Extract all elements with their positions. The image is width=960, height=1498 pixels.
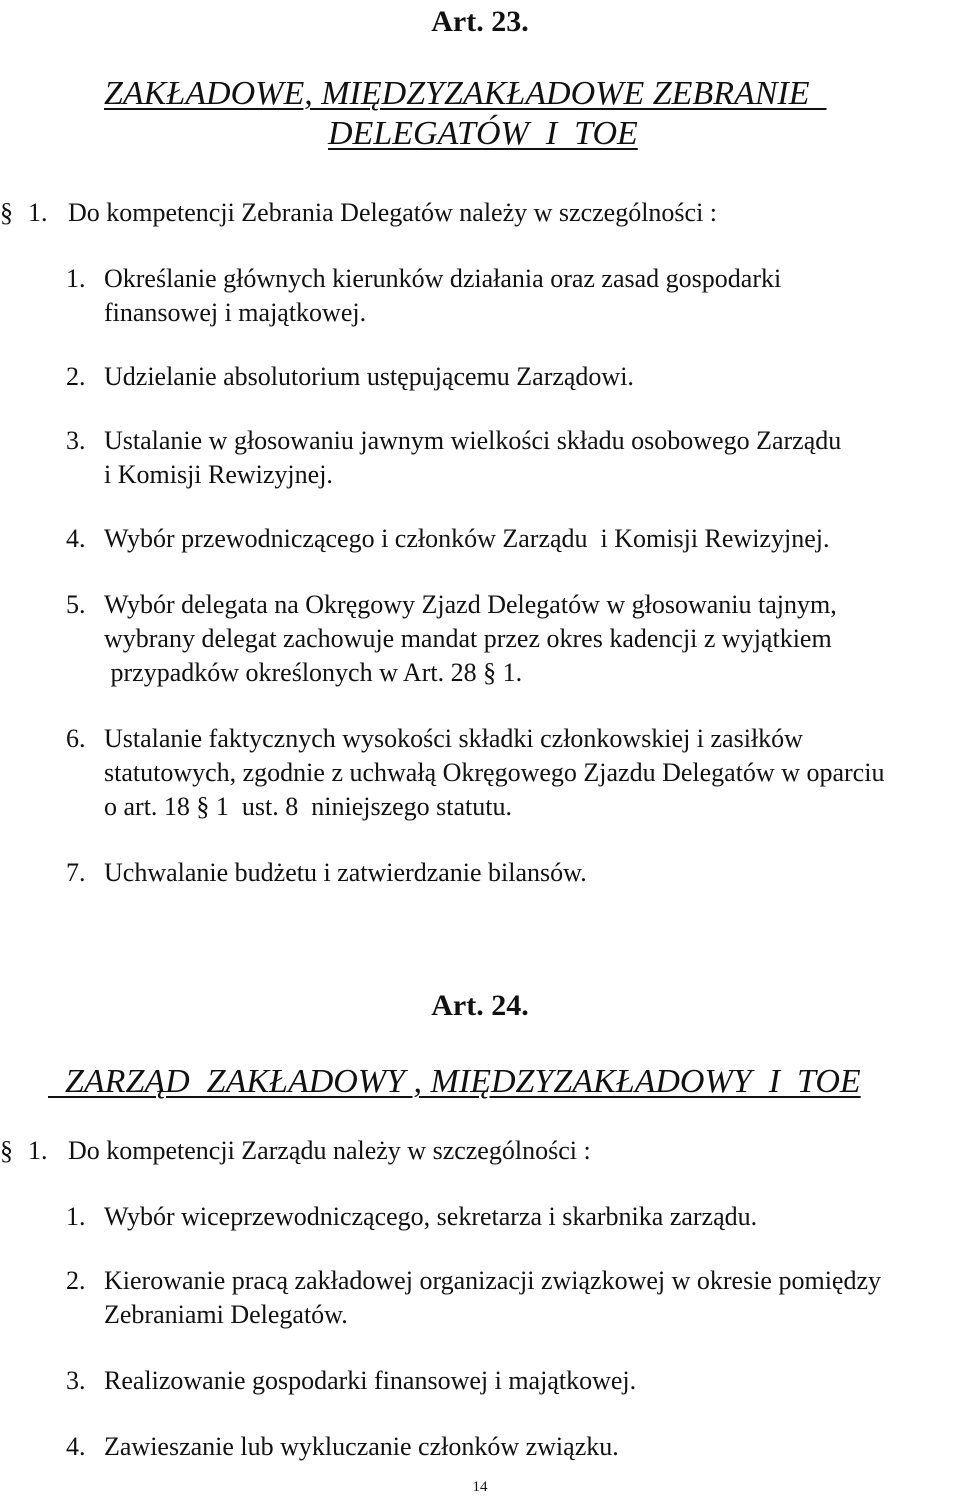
list-item-number: 2.: [66, 1266, 86, 1295]
list-item-text: Zawieszanie lub wykluczanie członków związku.: [104, 1432, 619, 1461]
list-item-text: Udzielanie absolutorium ustępującemu Zarządowi.: [104, 362, 634, 391]
list-item-text: finansowej i majątkowej.: [104, 298, 367, 327]
list-item-text: Wybór przewodniczącego i członków Zarządu i Komisji Rewizyjnej.: [104, 524, 830, 553]
article-24-number: Art. 24.: [431, 989, 529, 1022]
section-number: 1.: [28, 1136, 48, 1165]
list-item-number: 4.: [66, 524, 86, 553]
article-23-number: Art. 23.: [431, 5, 529, 38]
list-item-number: 5.: [66, 590, 86, 619]
list-item-text: Ustalanie w głosowaniu jawnym wielkości składu osobowego Zarządu: [104, 426, 842, 455]
section-symbol: §: [0, 198, 13, 227]
list-item-text: przypadków określonych w Art. 28 § 1.: [104, 658, 523, 687]
article-23-title-line2: DELEGATÓW I TOE: [328, 115, 638, 152]
section-number: 1.: [28, 198, 48, 227]
article-24-section-1: [0, 1134, 591, 1168]
section-intro: Do kompetencji Zarządu należy w szczególności :: [68, 1136, 591, 1165]
list-item-text: o art. 18 § 1 ust. 8 niniejszego statutu.: [104, 792, 513, 821]
list-item-text: Wybór delegata na Okręgowy Zjazd Delegatów w głosowaniu tajnym,: [104, 590, 837, 619]
list-item-text: statutowych, zgodnie z uchwałą Okręgowego Zjazdu Delegatów w oparciu: [104, 758, 885, 787]
section-intro: Do kompetencji Zebrania Delegatów należy w szczególności :: [68, 198, 718, 227]
list-item-number: 7.: [66, 858, 86, 887]
list-item-text: i Komisji Rewizyjnej.: [104, 460, 333, 489]
section-symbol: §: [0, 1136, 13, 1165]
list-item-text: Zebraniami Delegatów.: [104, 1300, 348, 1329]
list-item-number: 1.: [66, 1202, 86, 1231]
article-23-title-line1: ZAKŁADOWE, MIĘDZYZAKŁADOWE ZEBRANIE: [104, 75, 827, 112]
list-item-text: wybrany delegat zachowuje mandat przez okres kadencji z wyjątkiem: [104, 624, 832, 653]
list-item-text: Wybór wiceprzewodniczącego, sekretarza i skarbnika zarządu.: [104, 1202, 758, 1231]
article-23-section-1: [0, 196, 717, 230]
list-item-text: Ustalanie faktycznych wysokości składki członkowskiej i zasiłków: [104, 724, 803, 753]
list-item-text: Kierowanie pracą zakładowej organizacji związkowej w okresie pomiędzy: [104, 1266, 882, 1295]
article-24-title: ZARZĄD ZAKŁADOWY , MIĘDZYZAKŁADOWY I TOE: [48, 1063, 861, 1100]
page-number: 14: [472, 1479, 488, 1495]
list-item-number: 2.: [66, 362, 86, 391]
list-item-number: 4.: [66, 1432, 86, 1461]
list-item-number: 1.: [66, 264, 86, 293]
list-item-number: 3.: [66, 1366, 86, 1395]
list-item-number: 6.: [66, 724, 86, 753]
list-item-text: Uchwalanie budżetu i zatwierdzanie bilansów.: [104, 858, 587, 887]
list-item-text: Realizowanie gospodarki finansowej i majątkowej.: [104, 1366, 637, 1395]
list-item-number: 3.: [66, 426, 86, 455]
list-item-text: Określanie głównych kierunków działania oraz zasad gospodarki: [104, 264, 782, 293]
